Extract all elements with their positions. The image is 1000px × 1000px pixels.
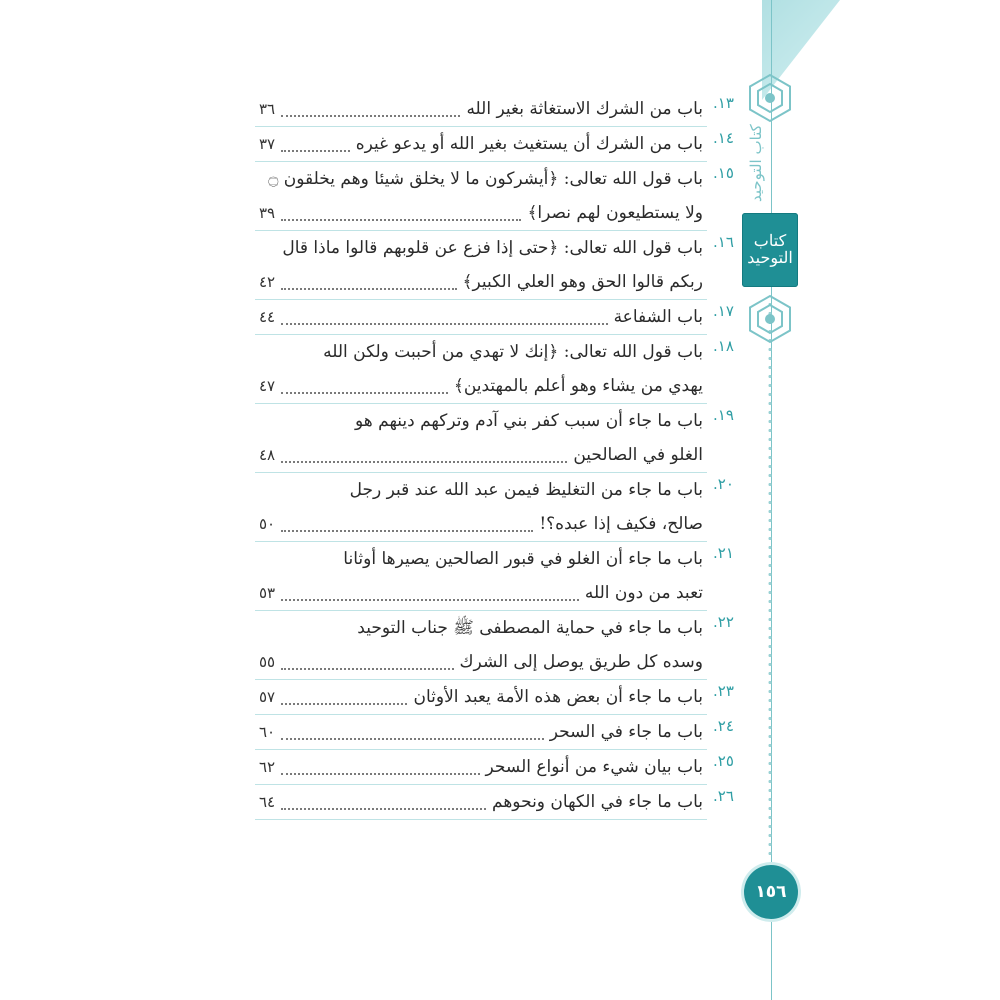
toc-entry-title: باب ما جاء من التغليظ فيمن عبد الله عند قبر رجل bbox=[349, 480, 703, 500]
toc-entry[interactable] bbox=[255, 300, 734, 335]
dot-leader bbox=[281, 737, 544, 740]
toc-page-number: ٣٦ bbox=[259, 100, 276, 118]
toc-entry-line bbox=[255, 162, 707, 196]
toc-entry-number: ٢٥. bbox=[713, 752, 734, 770]
toc-entry-title: باب ما جاء في السحر bbox=[549, 722, 703, 742]
toc-page-number: ٥٥ bbox=[259, 653, 276, 671]
toc-entry-line bbox=[255, 507, 707, 541]
toc-entry-number: ٢٣. bbox=[713, 682, 734, 700]
toc-entry-line bbox=[255, 404, 707, 438]
toc-entry[interactable] bbox=[255, 715, 734, 750]
toc-entry-line bbox=[255, 196, 707, 230]
toc-entry[interactable] bbox=[255, 335, 734, 404]
toc-entry-line bbox=[255, 611, 707, 645]
toc-entry-line bbox=[255, 335, 707, 369]
dot-leader bbox=[281, 667, 453, 670]
toc-entry-line bbox=[255, 92, 707, 126]
toc-entry-title: تعبد من دون الله bbox=[584, 583, 703, 603]
toc-entry-title: يهدي من يشاء وهو أعلم بالمهتدين﴾ bbox=[453, 376, 703, 396]
toc-entry[interactable] bbox=[255, 127, 734, 162]
toc-entry-line bbox=[255, 645, 707, 679]
toc-entry-title: باب ما جاء أن الغلو في قبور الصالحين يصيرها أوثانا bbox=[343, 549, 703, 569]
toc-entry[interactable] bbox=[255, 680, 734, 715]
toc-entry-title: باب بيان شيء من أنواع السحر bbox=[485, 757, 703, 777]
toc-entry-line bbox=[255, 576, 707, 610]
toc-entry-line bbox=[255, 750, 707, 784]
toc-entry-line bbox=[255, 300, 707, 334]
toc-page-number: ٥٠ bbox=[259, 515, 276, 533]
toc-entry[interactable] bbox=[255, 92, 734, 127]
toc-entry-title: باب من الشرك أن يستغيث بغير الله أو يدعو غيره bbox=[355, 134, 703, 154]
toc-entry-title: باب من الشرك الاستغاثة بغير الله bbox=[466, 99, 703, 119]
toc-entry-line bbox=[255, 715, 707, 749]
book-title-badge: كتاب التوحيد bbox=[742, 213, 798, 287]
table-of-contents bbox=[255, 92, 734, 820]
toc-entry-title: باب ما جاء أن سبب كفر بني آدم وتركهم دينهم هو bbox=[354, 411, 703, 431]
dot-leader bbox=[281, 598, 579, 601]
toc-page-number: ٤٤ bbox=[259, 308, 276, 326]
toc-entry-title: باب قول الله تعالى: ﴿إنك لا تهدي من أحببت ولكن الله bbox=[323, 342, 703, 362]
toc-entry-title: الغلو في الصالحين bbox=[573, 445, 703, 465]
toc-entry-line bbox=[255, 369, 707, 403]
toc-entry-number: ٢٢. bbox=[713, 613, 734, 631]
toc-entry-line bbox=[255, 127, 707, 161]
toc-entry[interactable] bbox=[255, 785, 734, 820]
dot-leader bbox=[281, 287, 456, 290]
toc-page-number: ٤٨ bbox=[259, 446, 276, 464]
toc-entry-number: ١٧. bbox=[713, 302, 734, 320]
toc-page-number: ٦٢ bbox=[259, 758, 276, 776]
toc-entry[interactable] bbox=[255, 162, 734, 231]
toc-page-number: ٤٧ bbox=[259, 377, 276, 395]
toc-entry-title: باب قول الله تعالى: ﴿حتى إذا فزع عن قلوبهم قالوا ماذا قال bbox=[282, 238, 703, 258]
hexagon-ornament-icon bbox=[744, 72, 796, 124]
toc-entry[interactable] bbox=[255, 473, 734, 542]
toc-page-number: ٦٠ bbox=[259, 723, 276, 741]
toc-entry-title: باب قول الله تعالى: ﴿أيشركون ما لا يخلق شيئا وهم يخلقون ۝ bbox=[268, 169, 703, 189]
toc-entry-title: باب الشفاعة bbox=[613, 307, 703, 327]
side-book-title: كتاب التوحيد bbox=[747, 124, 765, 202]
toc-entry[interactable] bbox=[255, 404, 734, 473]
toc-entry-number: ١٤. bbox=[713, 129, 734, 147]
toc-entry-number: ٢٤. bbox=[713, 717, 734, 735]
toc-entry[interactable] bbox=[255, 611, 734, 680]
toc-entry[interactable] bbox=[255, 750, 734, 785]
toc-entry-line bbox=[255, 473, 707, 507]
toc-entry-title: باب ما جاء في حماية المصطفى ﷺ جناب التوحيد bbox=[357, 618, 703, 638]
hexagon-ornament-icon bbox=[744, 293, 796, 345]
toc-entry-number: ١٦. bbox=[713, 233, 734, 251]
toc-page-number: ٥٣ bbox=[259, 584, 276, 602]
toc-page-number: ٦٤ bbox=[259, 793, 276, 811]
toc-entry-number: ١٣. bbox=[713, 94, 734, 112]
dot-leader bbox=[281, 391, 448, 394]
toc-entry[interactable] bbox=[255, 231, 734, 300]
toc-entry-line bbox=[255, 265, 707, 299]
toc-entry-number: ١٨. bbox=[713, 337, 734, 355]
toc-entry[interactable] bbox=[255, 542, 734, 611]
toc-page-number: ٣٧ bbox=[259, 135, 276, 153]
toc-entry-line bbox=[255, 438, 707, 472]
toc-entry-title: ربكم قالوا الحق وهو العلي الكبير﴾ bbox=[462, 272, 703, 292]
toc-entry-number: ٢٦. bbox=[713, 787, 734, 805]
toc-page-number: ٤٢ bbox=[259, 273, 276, 291]
dot-leader bbox=[281, 702, 407, 705]
dotted-rail-decoration bbox=[764, 300, 776, 860]
toc-entry-line bbox=[255, 785, 707, 819]
toc-entry-title: ولا يستطيعون لهم نصرا﴾ bbox=[527, 203, 703, 223]
toc-entry-number: ١٥. bbox=[713, 164, 734, 182]
toc-entry-line bbox=[255, 680, 707, 714]
dot-leader bbox=[281, 149, 350, 152]
dot-leader bbox=[281, 218, 521, 221]
toc-page-number: ٣٩ bbox=[259, 204, 276, 222]
page-number-badge: ١٥٦ bbox=[744, 865, 798, 919]
toc-entry-line bbox=[255, 542, 707, 576]
toc-entry-title: باب ما جاء في الكهان ونحوهم bbox=[492, 792, 703, 812]
dot-leader bbox=[281, 529, 533, 532]
toc-entry-title: باب ما جاء أن بعض هذه الأمة يعبد الأوثان bbox=[413, 687, 703, 707]
dot-leader bbox=[281, 772, 479, 775]
dot-leader bbox=[281, 114, 460, 117]
toc-page-number: ٥٧ bbox=[259, 688, 276, 706]
dot-leader bbox=[281, 460, 567, 463]
dot-leader bbox=[281, 322, 607, 325]
toc-entry-title: صالح، فكيف إذا عبده؟! bbox=[539, 514, 703, 534]
toc-entry-number: ٢٠. bbox=[713, 475, 734, 493]
toc-entry-title: وسده كل طريق يوصل إلى الشرك bbox=[459, 652, 703, 672]
toc-entry-number: ١٩. bbox=[713, 406, 734, 424]
toc-entry-number: ٢١. bbox=[713, 544, 734, 562]
toc-entry-line bbox=[255, 231, 707, 265]
dot-leader bbox=[281, 807, 486, 810]
